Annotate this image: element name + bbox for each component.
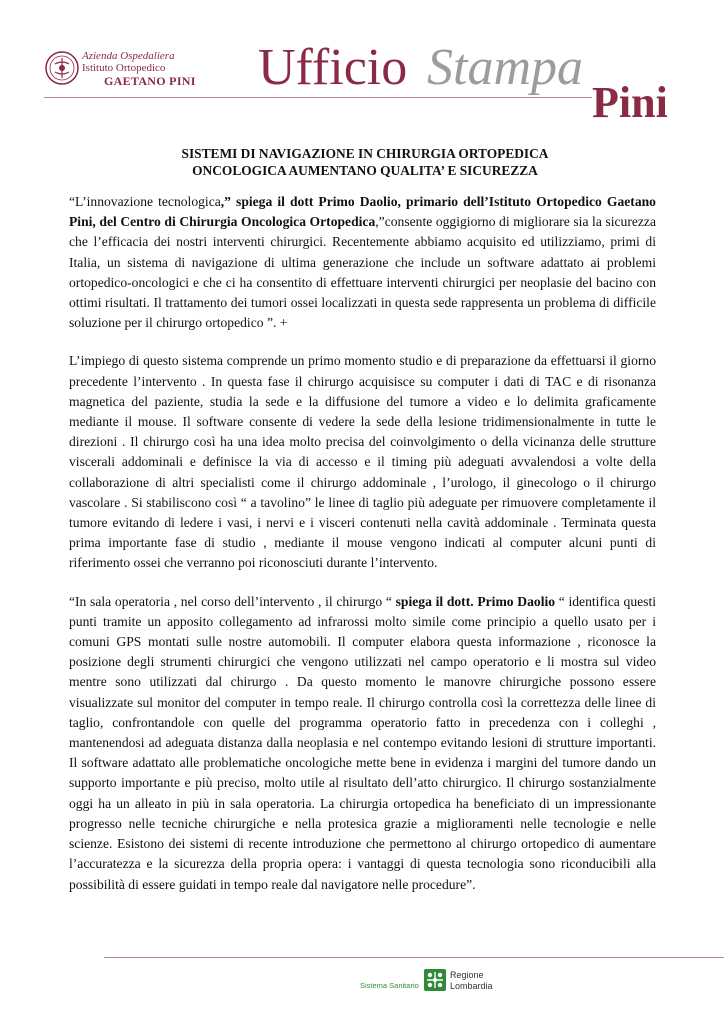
brand-ufficio: Ufficio [258, 39, 408, 96]
footer-divider [104, 957, 724, 958]
paragraph-1 [69, 192, 656, 333]
article-body [69, 192, 656, 913]
org-name-line2: Istituto Ortopedico [82, 62, 166, 74]
org-name-line3: GAETANO PINI [104, 74, 196, 88]
paragraph-3-attribution: spiega il dott. Primo Daolio [395, 593, 556, 609]
paragraph-2: L’impiego di questo sistema comprende un primo momento studio e di preparazione da effettuarsi il giorno precedente l’intervento . In questa fase il chirurgo acquisisce su computer i dati di TAC e di risonanza magnetica del paziente, studia la sede e la diffusione del tumore a video e lo delimita graficamente mediante il mouse. Il software consente di vedere la sede della lesione tridimensionalmente in tutte le direzioni . Il chirurgo così ha una idea molto precisa del coinvolgimento o della vicinanza delle strutture viscerali addominali e definisce la via di accesso e il timing più adeguati avvalendosi a volte della collaborazione di altri specialisti come il chirurgo addominale , l’urologo, il ginecologo o il chirurgo vascolare . Si stabiliscono così “ a tavolino” le linee di taglio più adeguate per rimuovere completamente il tumore evitando di ledere i vasi, i nervi e i visceri contenuti nella cavità addominale . Terminata questa prima importante fase di studio , mediante il mouse vengono indicati al computer alcuni punti di riferimento ossei che verranno poi riconosciuti durante l’intervento. [69, 353, 656, 571]
hospital-logo [44, 50, 244, 90]
paragraph-1-open: “L’innovazione tecnologica [69, 194, 221, 209]
title-line-2: ONCOLOGICA AUMENTANO QUALITA’ E SICUREZZA [192, 163, 538, 178]
article-title [70, 145, 660, 179]
paragraph-3-open: “In sala operatoria , nel corso dell’intervento , il chirurgo “ [69, 593, 396, 609]
paragraph-3-quote: “ identifica questi punti tramite un apposito collegamento ad infrarossi molto simile come principio a quello usato per i comuni GPS montati sulle nostre automobili. Il computer elabora questa informazione , riconosce la posizione degli strumenti chirurgici che vengono utilizzati nel campo operatorio e li mostra sul video mentre sono utilizzati dal chirurgo . Da questo momento le manovre chirurgiche possono essere visualizzate sul monitor del computer in tempo reale. Il chirurgo controlla così la correttezza delle linee di taglio, confrontandole con quelle del programma operatorio fatto in precedenza con i colleghi , mantenendosi ad adeguata distanza dalla neoplasia e nel contempo evitando lesioni di strutture importanti. Il software adattato alle problematiche oncologiche mette bene in evidenza i margini del tumore dando un supporto importante e più preciso, molto utile al risultato dell’atto chirurgico. Il chirurgo sostanzialmente oggi ha un alleato in più in sala operatoria. La chirurgia ortopedica ha beneficiato di un impressionante progresso nelle tecniche chirurgiche e nella protesica grazie a miglioramenti nelle tecnologie e nelle scienze. Esistono dei sistemi di recente introduzione che permettono al chirurgo ortopedico di aumentare l’accuratezza e la sicurezza della propria opera: i vantaggi di questa tecnologia sono riconducibili alla possibilità di essere guidati in tempo reale dal navigatore nelle procedure”. [69, 593, 656, 892]
paragraph-1-quote: ,”consente oggigiorno di migliorare sia la sicurezza che l’efficacia dei nostri interventi chirurgici. Recentemente abbiamo acquisito ed utilizziamo, primi di Italia, un sistema di navigazione di ultima generazione che include un software adattato ai problemi ortopedico-oncologici e che ci ha consentito di effettuare interventi chirurgici per neoplasie del bacino con ottimi risultati. Il trattamento dei tumori ossei localizzati in questa sede rappresenta un problema di difficile soluzione per il chirurgo ortopedico ”. + [69, 214, 656, 331]
lombardia-label: Lombardia [450, 981, 493, 991]
regione-label: Regione [450, 970, 484, 980]
brand-stampa: Stampa [427, 39, 583, 96]
org-name-line1: Azienda Ospedaliera [82, 50, 175, 62]
header-divider [44, 97, 592, 98]
paragraph-1-attribution: ,” spiega il dott Primo Daolio, primario dell’Istituto Ortopedico Gaetano Pini, del Centro di Chirurgia Oncologica Ortopedica [69, 194, 656, 230]
paragraph-3 [69, 592, 656, 895]
brand-pini: Pini [592, 78, 668, 127]
regione-lombardia-rose-icon [424, 969, 446, 991]
title-line-1: SISTEMI DI NAVIGAZIONE IN CHIRURGIA ORTOPEDICA [181, 146, 549, 161]
sistema-sanitario-label: Sistema Sanitario [360, 981, 419, 990]
hospital-seal-icon [44, 50, 80, 86]
